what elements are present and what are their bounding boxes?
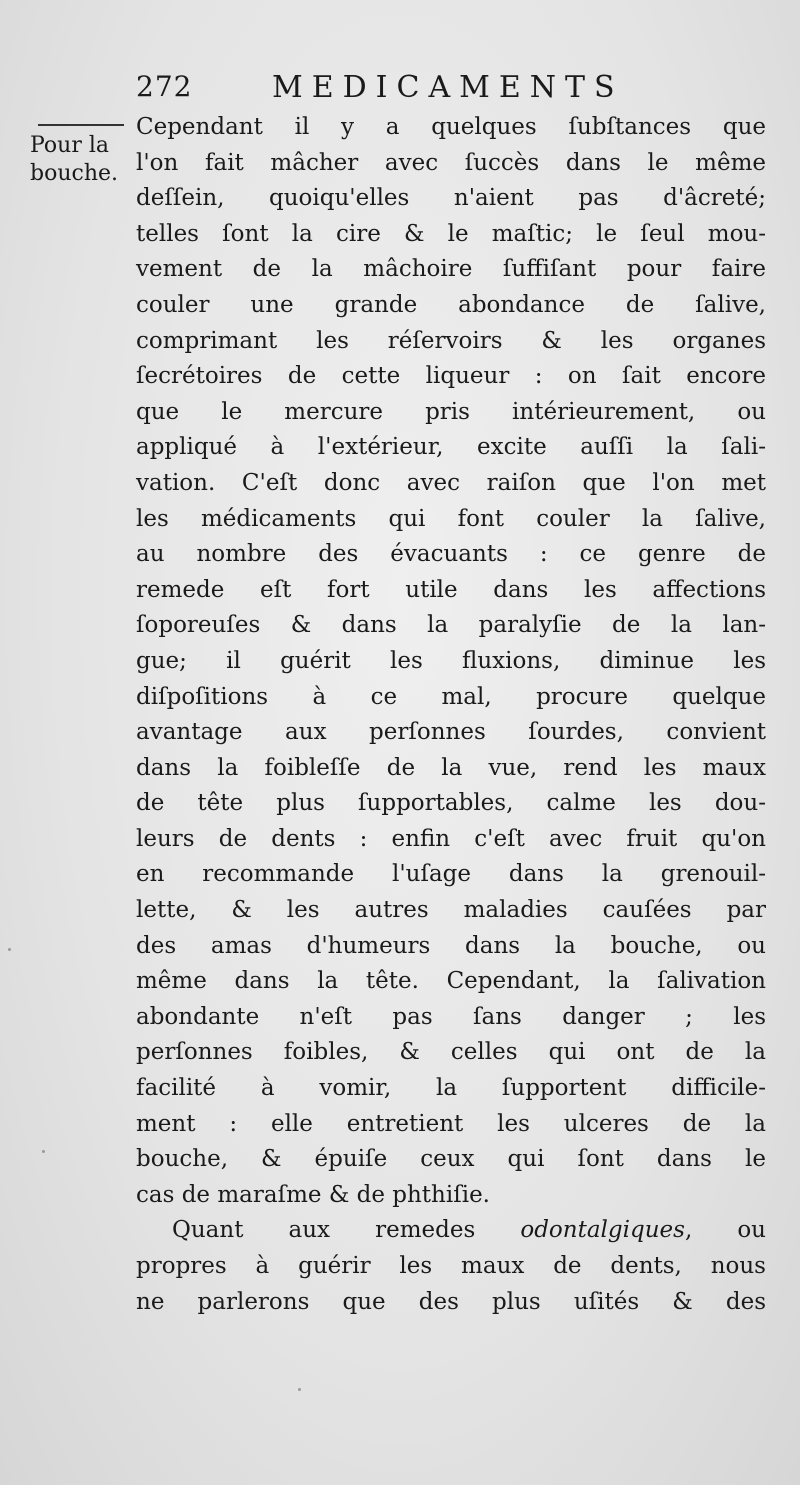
text-line: que le mercure pris intérieurement, ou — [136, 398, 766, 425]
page-header — [136, 70, 656, 110]
running-title: MEDICAMENTS — [272, 70, 624, 105]
paragraph-1 — [136, 110, 766, 1213]
text-line: en recommande l'uſage dans la grenouil- — [136, 861, 766, 888]
text-line: même dans la tête. Cependant, la ſalivation — [136, 968, 766, 995]
text-line: diſpoſitions à ce mal, procure quelque — [136, 683, 766, 710]
margin-note-line-2: bouche. — [30, 161, 118, 186]
text-line: comprimant les réſervoirs & les organes — [136, 327, 766, 354]
text-line: dans la foibleſſe de la vue, rend les maux — [136, 754, 766, 781]
text-line: vation. C'eſt donc avec raiſon que l'on met — [136, 469, 766, 496]
text-line: les médicaments qui font couler la ſalive, — [136, 505, 766, 532]
text-run: , ou — [684, 1217, 766, 1244]
margin-rule — [38, 124, 124, 126]
paragraph-2 — [136, 1213, 766, 1320]
paper-speck — [298, 1388, 301, 1391]
text-line: bouche, & épuiſe ceux qui ſont dans le — [136, 1146, 766, 1173]
text-line: de tête plus ſupportables, calme les dou- — [136, 790, 766, 817]
margin-note-line-1: Pour la — [30, 133, 109, 158]
text-line: deſſein, quoiqu'elles n'aient pas d'âcreté; — [136, 185, 766, 212]
text-line: remede eſt fort utile dans les affections — [136, 576, 766, 603]
text-line: propres à guérir les maux de dents, nous — [136, 1253, 766, 1279]
text-line: leurs de dents : enfin c'eſt avec fruit qu'on — [136, 825, 766, 852]
text-line: ne parlerons que des plus uſités & des — [136, 1288, 766, 1315]
margin-note — [30, 132, 130, 188]
text-line: appliqué à l'extérieur, excite auſſi la ſali- — [136, 434, 766, 461]
text-line: telles ſont la cire & le maſtic; le ſeul mou- — [136, 220, 766, 247]
text-line: abondante n'eſt pas ſans danger ; les — [136, 1003, 766, 1030]
text-line: couler une grande abondance de ſalive, — [136, 291, 766, 318]
text-line: ment : elle entretient les ulceres de la — [136, 1110, 766, 1137]
body-text — [136, 110, 766, 1320]
text-line: des amas d'humeurs dans la bouche, ou — [136, 932, 766, 959]
text-line: lette, & les autres maladies cauſées par — [136, 897, 766, 924]
text-line: l'on fait mâcher avec ſuccès dans le même — [136, 149, 766, 176]
text-line: gue; il guérit les fluxions, diminue les — [136, 647, 766, 674]
text-line: facilité à vomir, la ſupportent difficile- — [136, 1075, 766, 1102]
text-line: ſoporeuſes & dans la paralyſie de la lan- — [136, 612, 766, 639]
text-line: au nombre des évacuants : ce genre de — [136, 541, 766, 568]
paper-speck — [42, 1150, 45, 1153]
text-line: vement de la mâchoire ſuffiſant pour faire — [136, 256, 766, 283]
text-line — [136, 1213, 766, 1249]
text-line: cas de maraſme & de phthiſie. — [136, 1181, 490, 1208]
text-line: ſecrétoires de cette liqueur : on ſait encore — [136, 363, 766, 390]
italic-term: odontalgiques — [520, 1217, 685, 1244]
paper-speck — [8, 948, 11, 951]
text-line: perſonnes foibles, & celles qui ont de la — [136, 1039, 766, 1066]
page-number: 272 — [136, 70, 193, 103]
text-run: Quant aux remedes — [172, 1217, 521, 1244]
text-line: Cependant il y a quelques ſubſtances que — [136, 114, 766, 140]
text-line: avantage aux perſonnes ſourdes, convient — [136, 719, 766, 746]
